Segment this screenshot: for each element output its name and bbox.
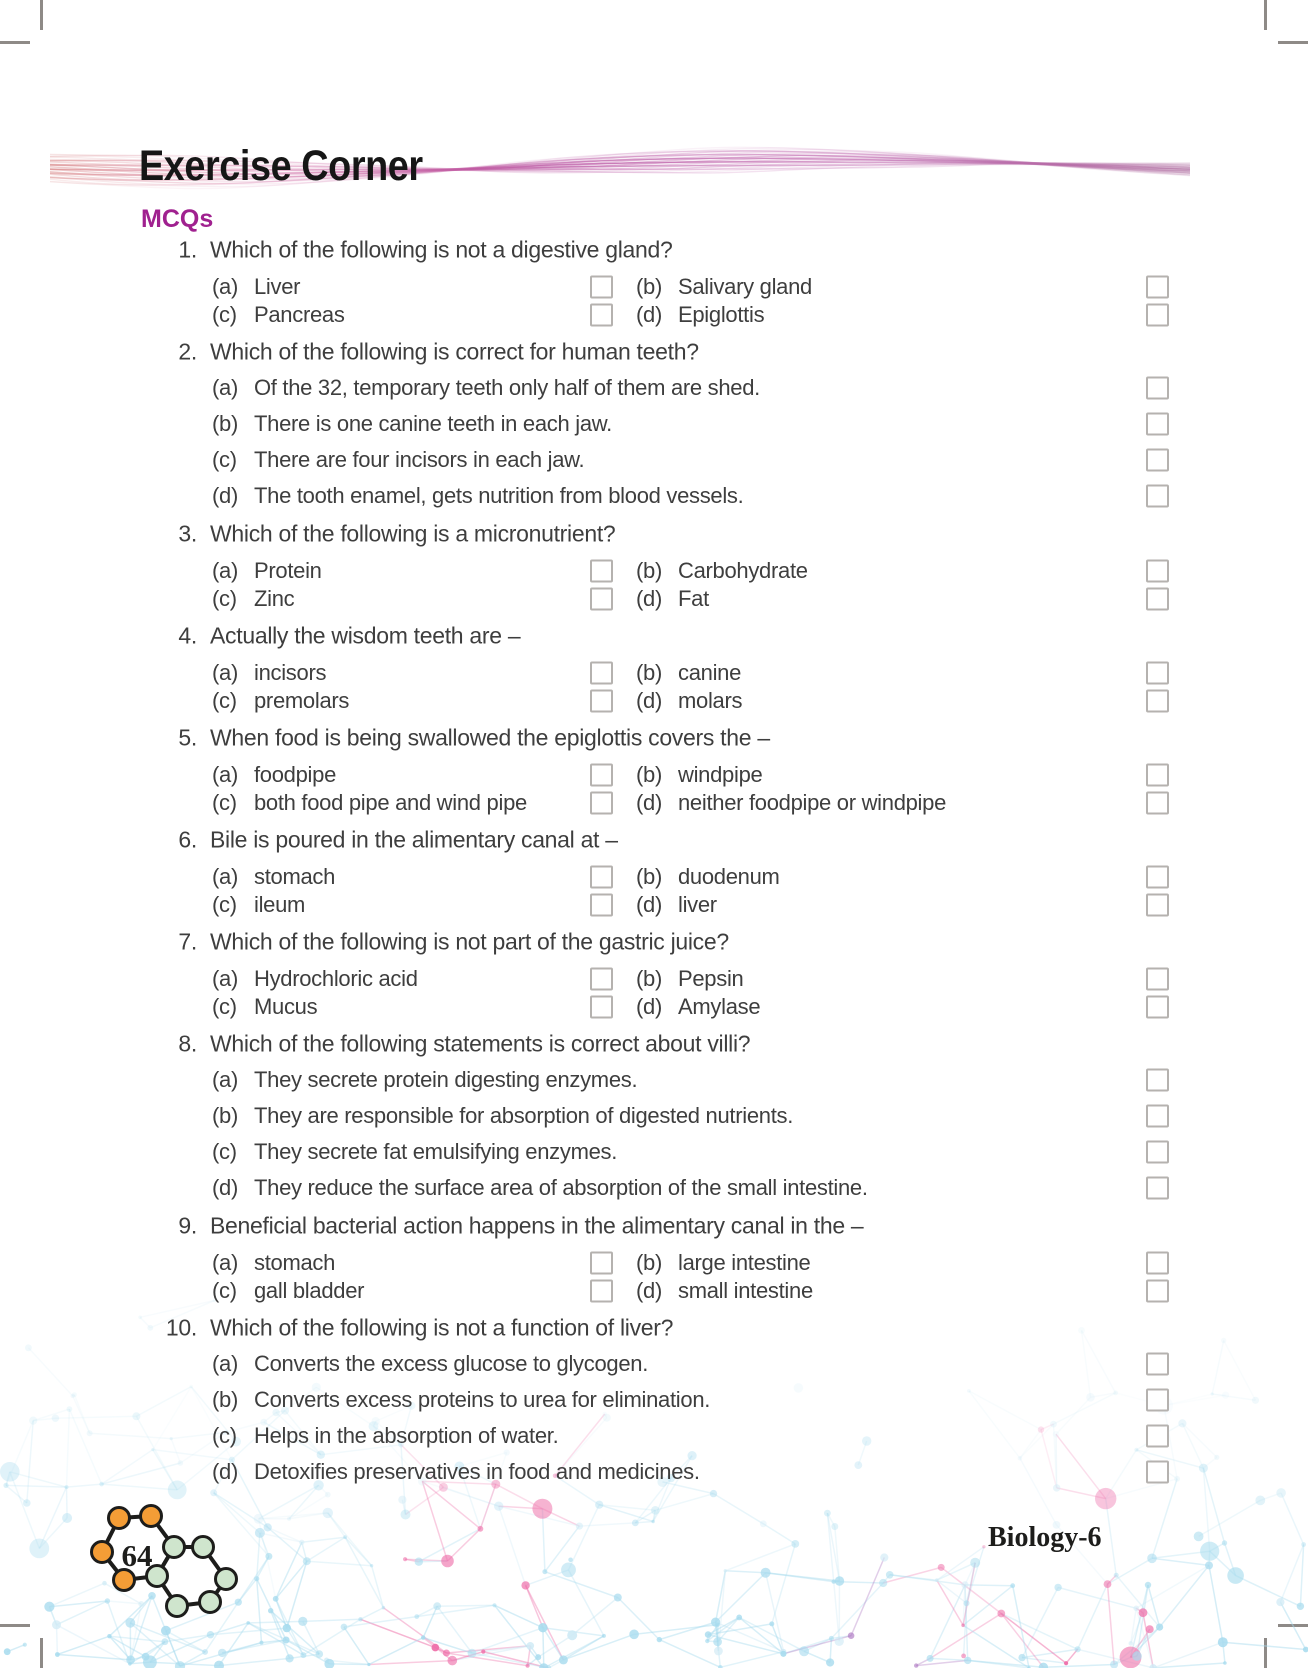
question-block	[0, 516, 1308, 613]
answer-checkbox[interactable]	[1146, 690, 1169, 713]
answer-checkbox[interactable]	[1146, 1389, 1169, 1412]
option-text: canine	[678, 660, 742, 685]
question-block	[0, 1208, 1308, 1305]
question-number: 5.	[178, 724, 197, 751]
option-text: Pepsin	[678, 966, 744, 991]
answer-checkbox[interactable]	[1146, 996, 1169, 1019]
question-block	[0, 822, 1308, 919]
option-letter: (a)	[212, 1351, 238, 1376]
question-block	[0, 618, 1308, 715]
question-row	[0, 1026, 1308, 1062]
option-letter: (b)	[636, 864, 662, 889]
page-title: Exercise Corner	[139, 142, 423, 190]
question-number: 4.	[178, 622, 197, 649]
option-row	[0, 1170, 1308, 1206]
option-letter: (c)	[212, 892, 237, 917]
option-text: Protein	[254, 558, 322, 583]
option-text: They secrete protein digesting enzymes.	[254, 1067, 638, 1092]
question-number: 3.	[178, 520, 197, 547]
option-letter: (d)	[636, 892, 662, 917]
option-letter: (c)	[212, 447, 237, 472]
option-text: foodpipe	[254, 762, 337, 787]
answer-checkbox[interactable]	[590, 996, 613, 1019]
option-text: molars	[678, 688, 743, 713]
question-text: Beneficial bacterial action happens in the alimentary canal in the –	[210, 1212, 864, 1239]
answer-checkbox[interactable]	[1146, 894, 1169, 917]
option-text: Fat	[678, 586, 709, 611]
answer-checkbox[interactable]	[590, 894, 613, 917]
question-row	[0, 232, 1308, 268]
answer-checkbox[interactable]	[590, 764, 613, 787]
option-text: stomach	[254, 864, 336, 889]
question-row	[0, 822, 1308, 858]
option-row	[0, 585, 1308, 613]
option-letter: (d)	[636, 302, 662, 327]
question-block	[0, 1310, 1308, 1490]
option-row	[0, 273, 1308, 301]
option-letter: (d)	[212, 1459, 238, 1484]
option-text: gall bladder	[254, 1278, 365, 1303]
option-text: stomach	[254, 1250, 336, 1275]
option-row	[0, 1454, 1308, 1490]
option-text: Converts the excess glucose to glycogen.	[254, 1351, 649, 1376]
answer-checkbox[interactable]	[590, 662, 613, 685]
answer-checkbox[interactable]	[1146, 1177, 1169, 1200]
answer-checkbox[interactable]	[1146, 1105, 1169, 1128]
option-letter: (b)	[636, 660, 662, 685]
answer-checkbox[interactable]	[590, 1280, 613, 1303]
option-letter: (c)	[212, 1278, 237, 1303]
option-text: Helps in the absorption of water.	[254, 1423, 559, 1448]
option-letter: (c)	[212, 790, 237, 815]
option-row	[0, 1346, 1308, 1382]
answer-checkbox[interactable]	[1146, 1141, 1169, 1164]
question-text: Which of the following is a micronutrient?	[210, 520, 616, 547]
answer-checkbox[interactable]	[1146, 1069, 1169, 1092]
crop-mark-top-left-h	[0, 41, 30, 44]
answer-checkbox[interactable]	[590, 690, 613, 713]
option-row	[0, 1249, 1308, 1277]
option-letter: (a)	[212, 660, 238, 685]
option-letter: (b)	[636, 558, 662, 583]
question-row	[0, 334, 1308, 370]
answer-checkbox[interactable]	[590, 1252, 613, 1275]
option-row	[0, 789, 1308, 817]
question-row	[0, 516, 1308, 552]
option-letter: (b)	[212, 1387, 238, 1412]
question-text: Which of the following is correct for human teeth?	[210, 338, 699, 365]
answer-checkbox[interactable]	[1146, 276, 1169, 299]
option-text: premolars	[254, 688, 350, 713]
option-letter: (d)	[212, 1175, 238, 1200]
answer-checkbox[interactable]	[590, 560, 613, 583]
option-row	[0, 1418, 1308, 1454]
option-letter: (b)	[636, 762, 662, 787]
question-number: 2.	[178, 338, 197, 365]
question-block	[0, 924, 1308, 1021]
option-text: liver	[678, 892, 717, 917]
crop-mark-top-right-h	[1278, 41, 1308, 44]
option-text: They are responsible for absorption of digested nutrients.	[254, 1103, 794, 1128]
option-text: Detoxifies preservatives in food and medicines.	[254, 1459, 700, 1484]
question-text: Bile is poured in the alimentary canal at –	[210, 826, 618, 853]
option-text: There is one canine teeth in each jaw.	[254, 411, 612, 436]
answer-checkbox[interactable]	[1146, 792, 1169, 815]
option-letter: (a)	[212, 864, 238, 889]
option-text: Converts excess proteins to urea for elimination.	[254, 1387, 711, 1412]
answer-checkbox[interactable]	[1146, 1353, 1169, 1376]
option-letter: (a)	[212, 1250, 238, 1275]
answer-checkbox[interactable]	[590, 304, 613, 327]
option-letter: (a)	[212, 274, 238, 299]
answer-checkbox[interactable]	[1146, 413, 1169, 436]
answer-checkbox[interactable]	[1146, 304, 1169, 327]
option-row	[0, 442, 1308, 478]
answer-checkbox[interactable]	[1146, 866, 1169, 889]
option-text: The tooth enamel, gets nutrition from blood vessels.	[254, 483, 744, 508]
option-text: neither foodpipe or windpipe	[678, 790, 947, 815]
question-text: Which of the following is not part of the gastric juice?	[210, 928, 729, 955]
option-text: Salivary gland	[678, 274, 812, 299]
option-letter: (c)	[212, 586, 237, 611]
question-text: When food is being swallowed the epiglottis covers the –	[210, 724, 770, 751]
option-row	[0, 863, 1308, 891]
answer-checkbox[interactable]	[1146, 449, 1169, 472]
answer-checkbox[interactable]	[1146, 1425, 1169, 1448]
option-letter: (c)	[212, 1423, 237, 1448]
question-number: 8.	[178, 1030, 197, 1057]
question-row	[0, 720, 1308, 756]
option-row	[0, 965, 1308, 993]
option-row	[0, 478, 1308, 514]
option-text: Amylase	[678, 994, 761, 1019]
question-number: 9.	[178, 1212, 197, 1239]
option-letter: (c)	[212, 994, 237, 1019]
option-letter: (b)	[636, 274, 662, 299]
answer-checkbox[interactable]	[590, 968, 613, 991]
question-row	[0, 1208, 1308, 1244]
answer-checkbox[interactable]	[1146, 1252, 1169, 1275]
option-text: Hydrochloric acid	[254, 966, 418, 991]
option-row	[0, 687, 1308, 715]
question-text: Which of the following is not a function of liver?	[210, 1314, 674, 1341]
option-text: ileum	[254, 892, 306, 917]
option-letter: (d)	[636, 790, 662, 815]
answer-checkbox[interactable]	[1146, 968, 1169, 991]
option-letter: (b)	[212, 1103, 238, 1128]
answer-checkbox[interactable]	[590, 588, 613, 611]
option-letter: (c)	[212, 688, 237, 713]
answer-checkbox[interactable]	[1146, 560, 1169, 583]
crop-mark-top-left-v	[40, 0, 43, 30]
option-row	[0, 659, 1308, 687]
option-text: Of the 32, temporary teeth only half of them are shed.	[254, 375, 760, 400]
question-block	[0, 334, 1308, 514]
option-text: Carbohydrate	[678, 558, 808, 583]
question-text: Which of the following is not a digestive gland?	[210, 236, 673, 263]
option-letter: (d)	[636, 586, 662, 611]
question-row	[0, 618, 1308, 654]
answer-checkbox[interactable]	[1146, 377, 1169, 400]
page-number-badge	[86, 1498, 242, 1620]
option-row	[0, 993, 1308, 1021]
option-text: both food pipe and wind pipe	[254, 790, 527, 815]
option-letter: (a)	[212, 1067, 238, 1092]
question-number: 10.	[165, 1314, 197, 1341]
option-text: They secrete fat emulsifying enzymes.	[254, 1139, 618, 1164]
answer-checkbox[interactable]	[1146, 662, 1169, 685]
question-text: Which of the following statements is correct about villi?	[210, 1030, 751, 1057]
option-letter: (b)	[636, 966, 662, 991]
question-row	[0, 1310, 1308, 1346]
option-row	[0, 1382, 1308, 1418]
question-block	[0, 232, 1308, 329]
option-row	[0, 1277, 1308, 1305]
option-letter: (a)	[212, 375, 238, 400]
option-text: They reduce the surface area of absorption of the small intestine.	[254, 1175, 868, 1200]
option-text: small intestine	[678, 1278, 813, 1303]
answer-checkbox[interactable]	[590, 866, 613, 889]
answer-checkbox[interactable]	[1146, 588, 1169, 611]
option-letter: (b)	[636, 1250, 662, 1275]
answer-checkbox[interactable]	[1146, 764, 1169, 787]
option-letter: (d)	[636, 994, 662, 1019]
option-letter: (d)	[212, 483, 238, 508]
question-block	[0, 1026, 1308, 1206]
option-letter: (c)	[212, 302, 237, 327]
option-row	[0, 1062, 1308, 1098]
option-row	[0, 891, 1308, 919]
answer-checkbox[interactable]	[590, 792, 613, 815]
answer-checkbox[interactable]	[590, 276, 613, 299]
crop-mark-top-right-v	[1264, 0, 1267, 30]
option-row	[0, 406, 1308, 442]
question-number: 6.	[178, 826, 197, 853]
option-text: Epiglottis	[678, 302, 765, 327]
option-letter: (a)	[212, 966, 238, 991]
answer-checkbox[interactable]	[1146, 485, 1169, 508]
option-letter: (b)	[212, 411, 238, 436]
option-text: Pancreas	[254, 302, 345, 327]
question-number: 1.	[178, 236, 197, 263]
option-row	[0, 301, 1308, 329]
option-row	[0, 1134, 1308, 1170]
option-row	[0, 557, 1308, 585]
option-letter: (a)	[212, 762, 238, 787]
option-letter: (c)	[212, 1139, 237, 1164]
option-text: incisors	[254, 660, 327, 685]
option-letter: (d)	[636, 1278, 662, 1303]
question-block	[0, 720, 1308, 817]
question-text: Actually the wisdom teeth are –	[210, 622, 521, 649]
option-text: duodenum	[678, 864, 780, 889]
question-row	[0, 924, 1308, 960]
page-number: 64	[121, 1538, 153, 1573]
book-label: Biology-6	[988, 1522, 1102, 1553]
section-heading-mcqs: MCQs	[141, 205, 214, 233]
question-number: 7.	[178, 928, 197, 955]
option-text: Mucus	[254, 994, 318, 1019]
option-text: large intestine	[678, 1250, 811, 1275]
answer-checkbox[interactable]	[1146, 1461, 1169, 1484]
option-letter: (d)	[636, 688, 662, 713]
option-letter: (a)	[212, 558, 238, 583]
option-text: windpipe	[678, 762, 763, 787]
option-row	[0, 761, 1308, 789]
option-text: Liver	[254, 274, 301, 299]
answer-checkbox[interactable]	[1146, 1280, 1169, 1303]
option-row	[0, 1098, 1308, 1134]
option-text: Zinc	[254, 586, 295, 611]
option-row	[0, 370, 1308, 406]
questions	[0, 232, 1308, 1492]
option-text: There are four incisors in each jaw.	[254, 447, 585, 472]
